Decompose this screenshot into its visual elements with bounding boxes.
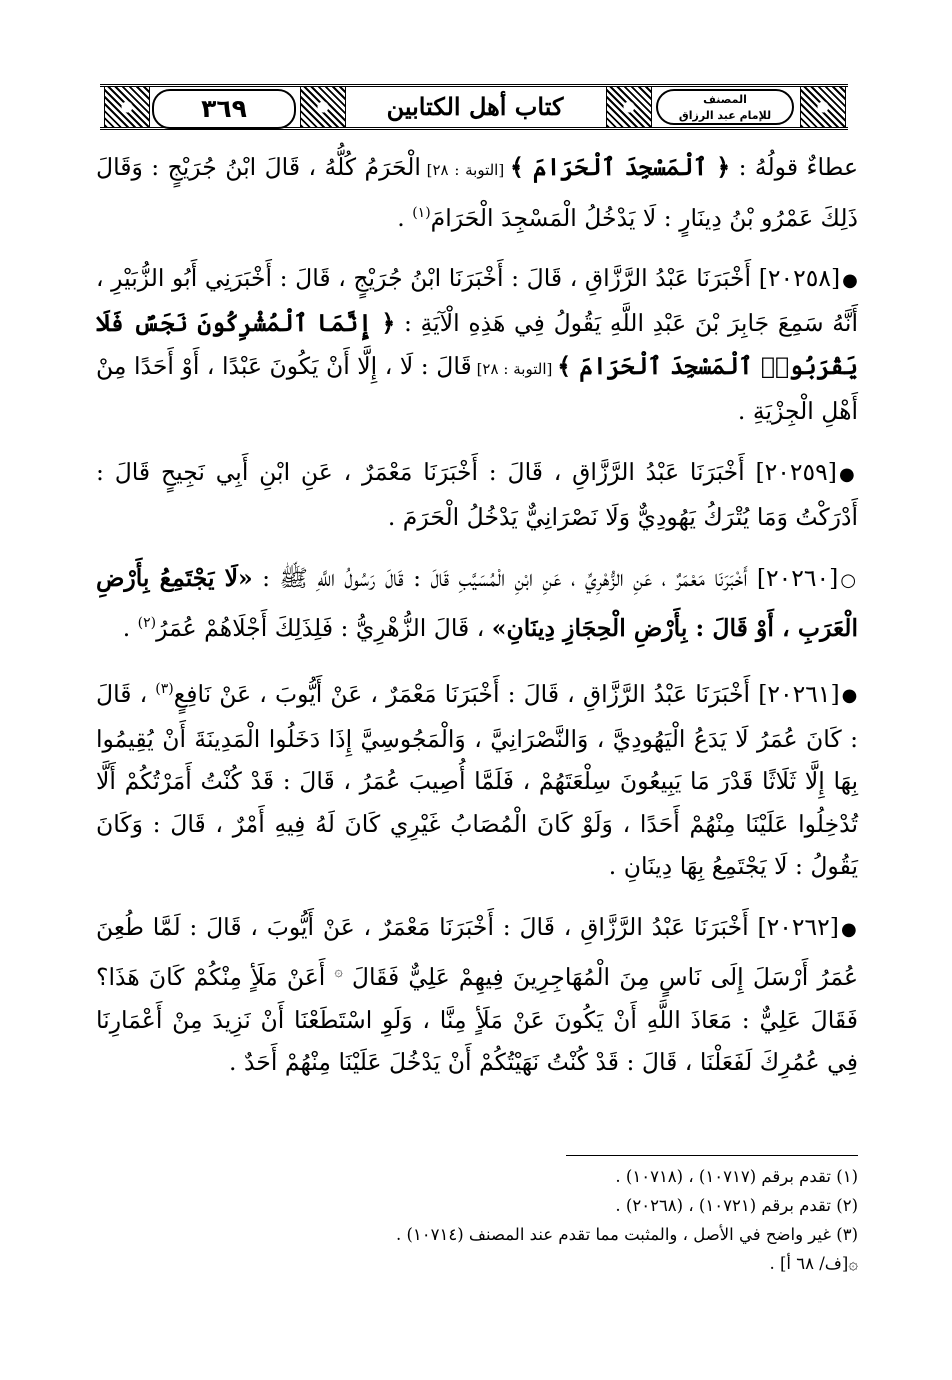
bullet-icon: ●	[838, 463, 858, 485]
hadith-paragraph	[96, 451, 858, 539]
hadith-paragraph	[96, 257, 858, 433]
hadith-paragraph	[96, 557, 858, 650]
text-segment: أَخْبَرَنَا مَعْمَرٌ ، عَنِ الزُّهْرِيِّ ، عَنِ ابْنِ الْمُسَيَّبِ قَالَ : قَالَ رَسُولُ اللَّهِ ﷺ :	[252, 563, 757, 592]
text-segment: أَخْبَرَنَا عَبْدُ الرَّزَّاقِ ، قَالَ : أَخْبَرَنَا مَعْمَرٌ ، عَنْ أَيُّوبَ ، عَنْ نَافِعٍ	[173, 679, 759, 708]
hadith-number: [٢٠٢٦٢]	[757, 912, 839, 941]
ornament-icon	[606, 87, 652, 127]
bullet-icon: ●	[842, 269, 858, 291]
footnote: (٢) تقدم برقم (١٠٧٢١) ، (٢٠٢٦٨) .	[615, 1196, 858, 1215]
text-segment: أَخْبَرَنَا عَبْدُ الرَّزَّاقِ ، قَالَ : أَخْبَرَنَا مَعْمَرٌ ، عَنِ ابْنِ أَبِي نَجِيحٍ قَالَ : أَدْرَكْتُ وَمَا يُتْرَكُ يَهُودِيٌّ وَلَا نَصْرَانِيٌّ يَدْخُلُ الْحَرَمَ .	[96, 457, 858, 532]
hadith-number: [٢٠٢٥٩]	[755, 457, 837, 486]
book-emblem	[656, 89, 794, 125]
text-segment: .	[397, 203, 413, 232]
quoted-text: ﴿ ٱلْمَسْجِدَ ٱلْحَرَامَ ﴾	[509, 153, 731, 181]
text-segment: ، قَالَ الزُّهْرِيُّ : فَلِذَلِكَ أَجْلَاهُمْ عُمَرُ	[156, 614, 492, 643]
text-segment: أَخْبَرَنَا عَبْدُ الرَّزَّاقِ ، قَالَ : أَخْبَرَنَا ابْنُ جُرَيْجٍ ، قَالَ : أَخْبَرَنِي أَبُو الزُّبَيْرِ ، أَنَّهُ سَمِعَ جَابِرَ بْنَ عَبْدِ اللَّهِ يَقُولُ فِي هَذِهِ الْآيَةِ :	[96, 263, 858, 338]
bullet-icon: ●	[841, 685, 858, 707]
footnotes	[96, 1162, 858, 1278]
text-segment: عطاءٌ قولُهُ :	[730, 153, 858, 181]
hadith-number: [٢٠٢٦١]	[758, 679, 840, 708]
footnote: (٣) غير واضح في الأصل ، والمثبت مما تقدم عند المصنف (١٠٧١٤) .	[395, 1225, 858, 1244]
ornament-icon	[104, 87, 150, 127]
verse-reference: [التوبة : ٢٨]	[420, 161, 510, 179]
text-segment: أَخْبَرَنَا عَبْدُ الرَّزَّاقِ ، قَالَ : أَخْبَرَنَا مَعْمَرٌ ، عَنْ أَيُّوبَ ، قَالَ : لَمَّا طُعِنَ عُمَرُ أَرْسَلَ إِلَى نَاسٍ مِنَ الْمُهَاجِرِينَ فِيهِمْ عَلِيٌّ فَقَالَ	[96, 912, 858, 992]
footnote-marker: (٢)	[137, 615, 157, 632]
bullet-icon: ○	[840, 569, 858, 591]
quoted-text: ﴿ إِنَّمَا ٱلْمُشْرِكُونَ نَجَسٌ فَلَا يَقْرَبُوا۟ ٱلْمَسْجِدَ ٱلْحَرَامَ ﴾	[96, 309, 858, 380]
footnote-marker: (٣)	[155, 680, 174, 697]
footnote: (١) تقدم برقم (١٠٧١٧) ، (١٠٧١٨) .	[615, 1167, 858, 1186]
text-segment: ، قَالَ : كَانَ عُمَرُ لَا يَدَعُ الْيَهُودِيَّ ، وَالنَّصْرَانِيَّ ، وَالْمَجُوسِيَّ إِذَا دَخَلُوا الْمَدِينَةَ أَنْ يُقِيمُوا بِهَا إِلَّا ثَلَاثًا قَدْرَ مَا يَبِيعُونَ سِلْعَتَهُمْ ، فَلَمَّا أُصِيبَ عُمَرُ ، قَالَ : قَدْ كُنْتُ أَمَرْتُكُمْ أَلَّا تُدْخِلُوا عَلَيْنَا مِنْهُمْ أَحَدًا ، وَلَوْ كَانَ الْمُصَابُ غَيْرِي كَانَ لَهُ فِيهِ أَمْرٌ ، قَالَ : وَكَانَ يَقُولُ : لَا يَجْتَمِعُ بِهَا دِينَانِ .	[96, 679, 858, 881]
bullet-icon: ●	[840, 918, 858, 940]
quoted-text: «لَا يَجْتَمِعُ بِأَرْضِ الْعَرَبِ ، أَوْ قَالَ : بِأَرْضِ الْحِجَازِ دِينَانِ»	[96, 563, 858, 643]
footnote-marker: (١)	[412, 204, 431, 221]
footnote-marker: ۞	[334, 964, 343, 981]
page-number: ٣٦٩	[152, 89, 296, 129]
hadith-number: [٢٠٢٦٠]	[756, 563, 839, 592]
hadith-paragraph	[96, 146, 858, 239]
hadith-paragraph	[96, 906, 858, 1084]
page-header	[100, 84, 848, 130]
book-title: كتاب أهل الكتابين	[386, 92, 564, 121]
text-segment: .	[122, 614, 138, 643]
ornament-icon	[800, 87, 846, 127]
footnote-rule	[566, 1155, 858, 1156]
hadith-paragraph	[96, 668, 858, 888]
footnote: ۞[ف/ ٦٨ أ] .	[769, 1254, 858, 1273]
emblem-line2: للإمام عبد الرزاق	[678, 109, 772, 122]
verse-reference: [التوبة : ٢٨]	[471, 359, 558, 378]
text-segment: أَعَنْ مَلَأٍ مِنْكُمْ كَانَ هَذَا؟ فَقَالَ عَلِيٌّ : مَعَاذَ اللَّهِ أَنْ يَكُونَ عَنْ مَلَأٍ مِنَّا ، وَلَوِ اسْتَطَعْنَا أَنْ نَزِيدَ مِنْ أَعْمَارِنَا فِي عُمُرِكَ لَفَعَلْنَا ، قَالَ : قَدْ كُنْتُ نَهَيْتُكُمْ أَنْ يَدْخُلَ عَلَيْنَا مِنْهُمْ أَحَدٌ .	[96, 963, 858, 1077]
emblem-line1: المصنف	[703, 93, 747, 106]
page-body	[96, 146, 858, 1102]
text-segment: قَالَ : لَا ، إِلَّا أَنْ يَكُونَ عَبْدًا ، أَوْ أَحَدًا مِنْ أَهْلِ الْجِزْيَةِ .	[96, 351, 858, 426]
text-segment: الْحَرَمُ كُلُّهُ ، قَالَ ابْنُ جُرَيْجٍ : وَقَالَ ذَلِكَ عَمْرُو بْنُ دِينَارٍ : لَا يَدْخُلُ الْمَسْجِدَ الْحَرَامَ	[96, 153, 858, 232]
hadith-number: [٢٠٢٥٨]	[758, 263, 841, 292]
ornament-icon	[300, 87, 346, 127]
